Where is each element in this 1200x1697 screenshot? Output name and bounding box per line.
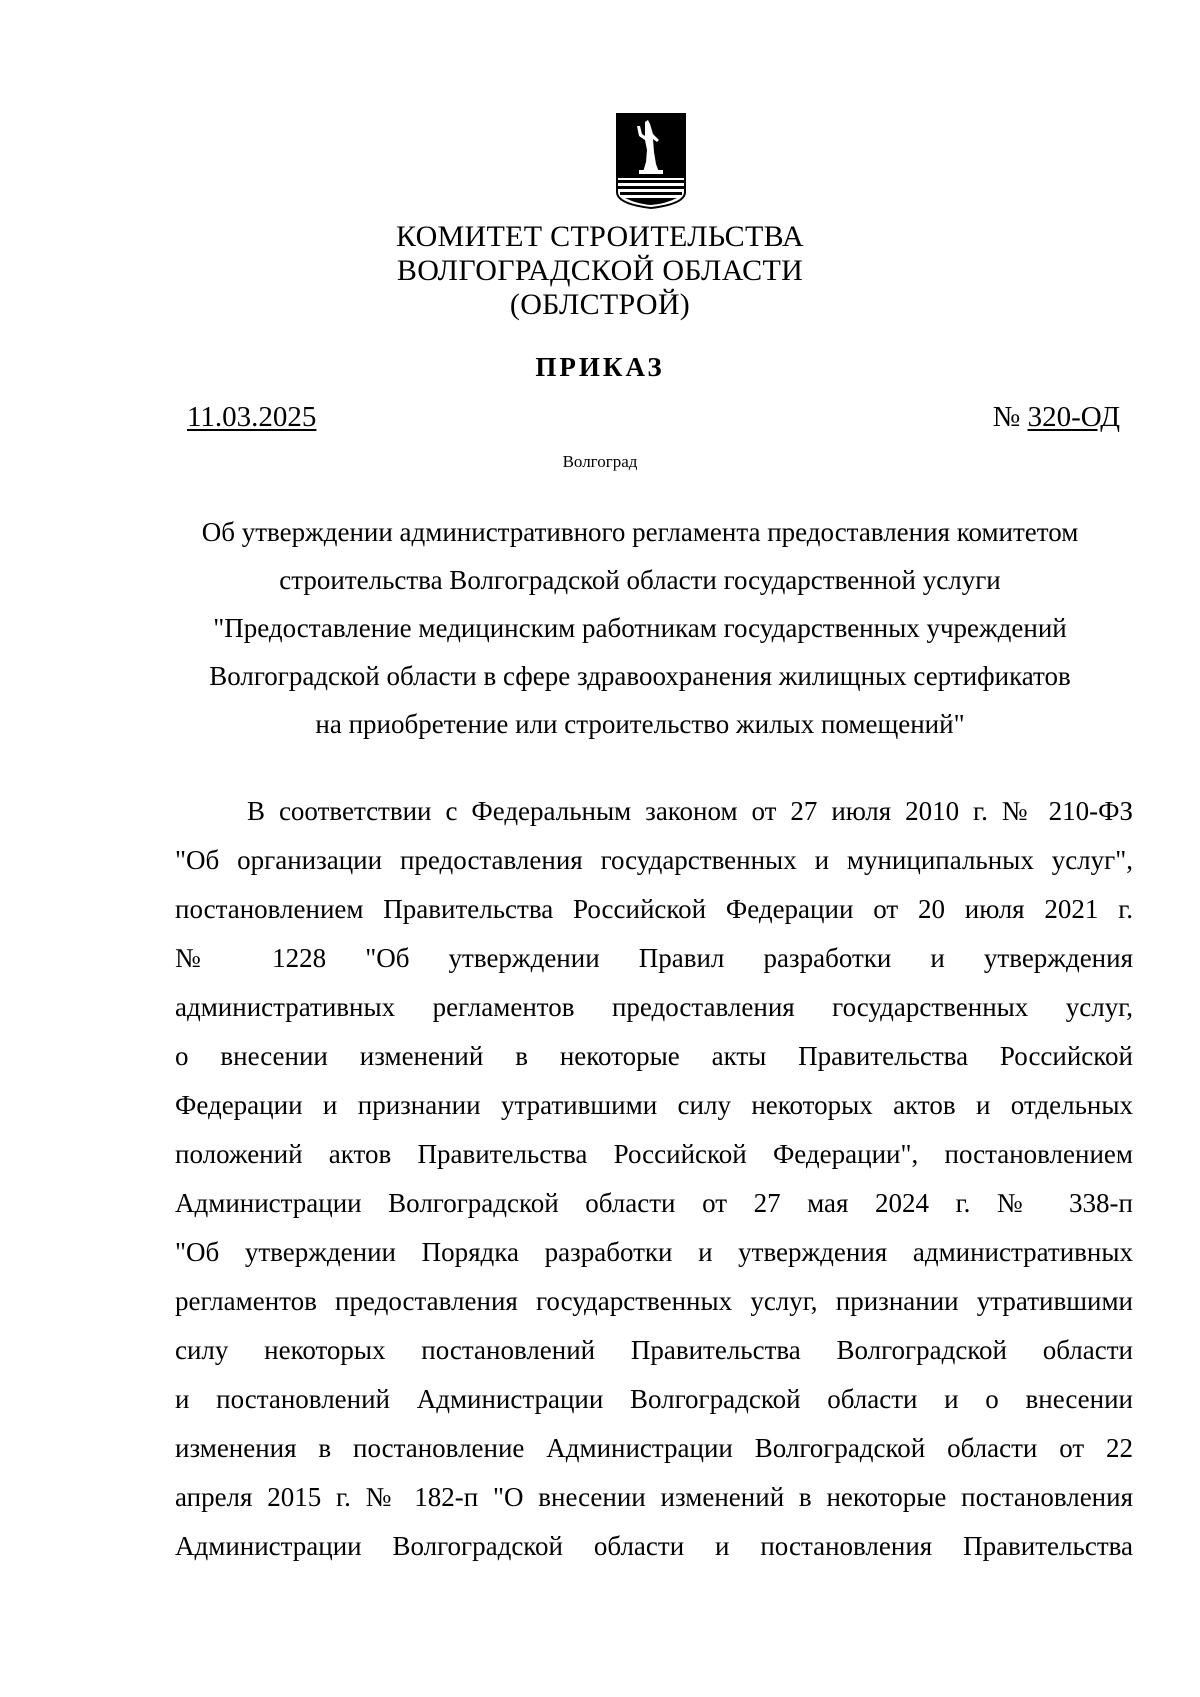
number-value: 320-ОД (1027, 401, 1120, 433)
document-city: Волгоград (562, 452, 638, 471)
body-line: "Об утверждении Порядка разработки и утверждения административных (175, 1237, 1133, 1267)
body-line: силу некоторых постановлений Правительства Волгоградской области (175, 1335, 1133, 1365)
body-line: В соответствии с Федеральным законом от 27 июля 2010 г. № 210-ФЗ (247, 796, 1133, 826)
organization-name-line: (ОБЛСТРОЙ) (509, 288, 691, 321)
number-prefix: № (992, 401, 1021, 433)
body-line: административных регламентов предоставления государственных услуг, (175, 992, 1133, 1022)
body-line: регламентов предоставления государственных услуг, признании утратившими (175, 1286, 1133, 1316)
body-line: Администрации Волгоградской области и постановления Правительства (175, 1531, 1133, 1561)
document-date: 11.03.2025 (187, 401, 317, 433)
organization-name-line: ВОЛГОГРАДСКОЙ ОБЛАСТИ (396, 254, 804, 287)
document-subject (160, 508, 1120, 748)
body-line: положений актов Правительства Российской Федерации", постановлением (175, 1139, 1133, 1169)
body-line: "Об организации предоставления государственных и муниципальных услуг", (175, 845, 1133, 875)
document-type: ПРИКАЗ (535, 352, 665, 382)
body-line: апреля 2015 г. № 182-п "О внесении изменений в некоторые постановления (175, 1482, 1133, 1512)
subject-line: Волгоградской области в сфере здравоохранения жилищных сертификатов (209, 661, 1071, 691)
volgograd-coat-of-arms-icon (615, 112, 687, 210)
document-number (993, 401, 1120, 434)
organization-name-line: КОМИТЕТ СТРОИТЕЛЬСТВА (396, 220, 804, 253)
subject-line: строительства Волгоградской области государственной услуги (279, 565, 1001, 595)
body-line: Федерации и признании утратившими силу некоторых актов и отдельных (175, 1090, 1133, 1120)
body-line: Администрации Волгоградской области от 27 мая 2024 г. № 338-п (175, 1188, 1133, 1218)
body-line: о внесении изменений в некоторые акты Правительства Российской (175, 1041, 1133, 1071)
body-line: изменения в постановление Администрации Волгоградской области от 22 (175, 1433, 1133, 1463)
body-line: № 1228 "Об утверждении Правил разработки и утверждения (175, 943, 1133, 973)
document-body (175, 787, 1133, 1571)
subject-line: Об утверждении административного регламента предоставления комитетом (201, 517, 1079, 547)
body-line: и постановлений Администрации Волгоградской области и о внесении (175, 1384, 1133, 1414)
organization-name (300, 220, 900, 322)
body-line: постановлением Правительства Российской Федерации от 20 июля 2021 г. (175, 894, 1133, 924)
subject-line: на приобретение или строительство жилых помещений" (315, 709, 965, 739)
subject-line: "Предоставление медицинским работникам государственных учреждений (213, 613, 1067, 643)
